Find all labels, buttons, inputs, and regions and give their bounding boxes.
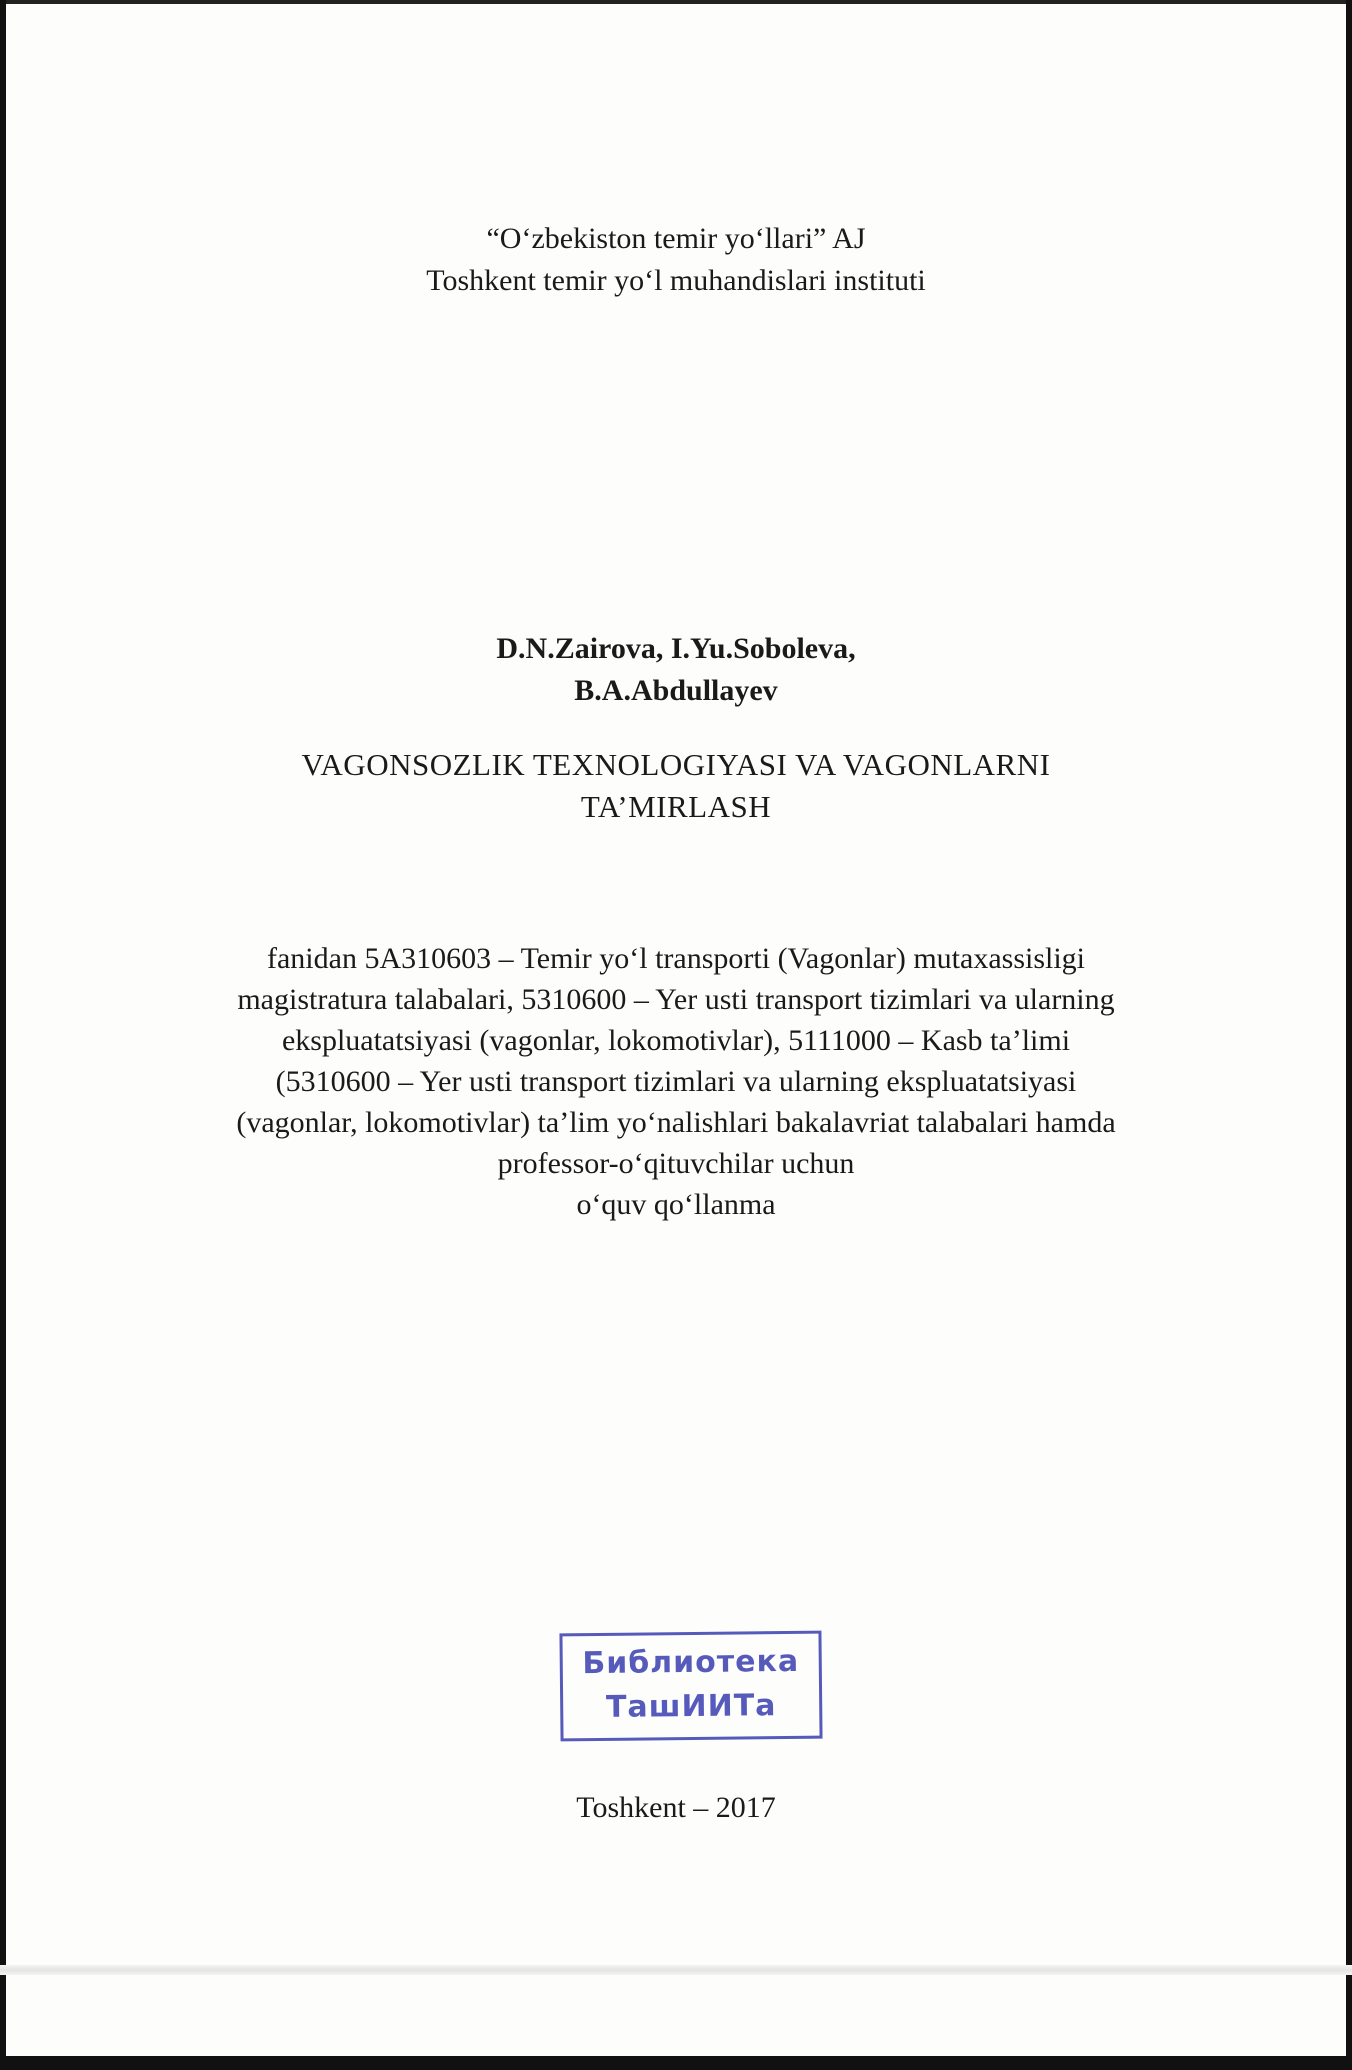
page-fold-line [0, 1965, 1352, 1975]
description-line: ekspluatatsiyasi (vagonlar, lokomotivlar), 5111000 – Kasb ta’limi [281, 1024, 1071, 1057]
description-line: fanidan 5A310603 – Temir yo‘l transporti (Vagonlar) mutaxassisligi [266, 942, 1086, 975]
book-description [0, 938, 1352, 1225]
description-line: magistratura talabalari, 5310600 – Yer usti transport tizimlari va ularning [237, 983, 1115, 1016]
book-title-line-1: VAGONSOZLIK TEXNOLOGIYASI VA VAGONLARNI [301, 747, 1051, 782]
authors-line-2: B.A.Abdullayev [574, 674, 778, 707]
scan-edge-bottom [0, 2056, 1352, 2070]
authors [0, 628, 1352, 712]
authors-line-1: D.N.Zairova, I.Yu.Soboleva, [496, 632, 856, 665]
description-line: (vagonlar, lokomotivlar) ta’lim yo‘nalishlari bakalavriat talabalari hamda [236, 1106, 1116, 1139]
description-line: o‘quv qo‘llanma [576, 1188, 776, 1221]
description-line: professor-o‘qituvchilar uchun [497, 1147, 855, 1180]
institution-header [0, 218, 1352, 302]
organization-name: “O‘zbekiston temir yo‘llari” AJ [486, 222, 866, 255]
description-line: (5310600 – Yer usti transport tizimlari va ularning ekspluatatsiyasi [275, 1065, 1077, 1098]
institute-name: Toshkent temir yo‘l muhandislari instituti [426, 264, 926, 297]
book-title [0, 744, 1352, 828]
stamp-line-2: ТашИИТа [605, 1688, 777, 1725]
scan-edge-top [0, 0, 1352, 4]
library-stamp [559, 1631, 822, 1742]
place-and-year: Toshkent – 2017 [576, 1791, 776, 1824]
imprint [0, 1787, 1352, 1829]
stamp-line-1: Библиотека [582, 1643, 800, 1682]
book-title-line-2: TA’MIRLASH [580, 789, 772, 824]
